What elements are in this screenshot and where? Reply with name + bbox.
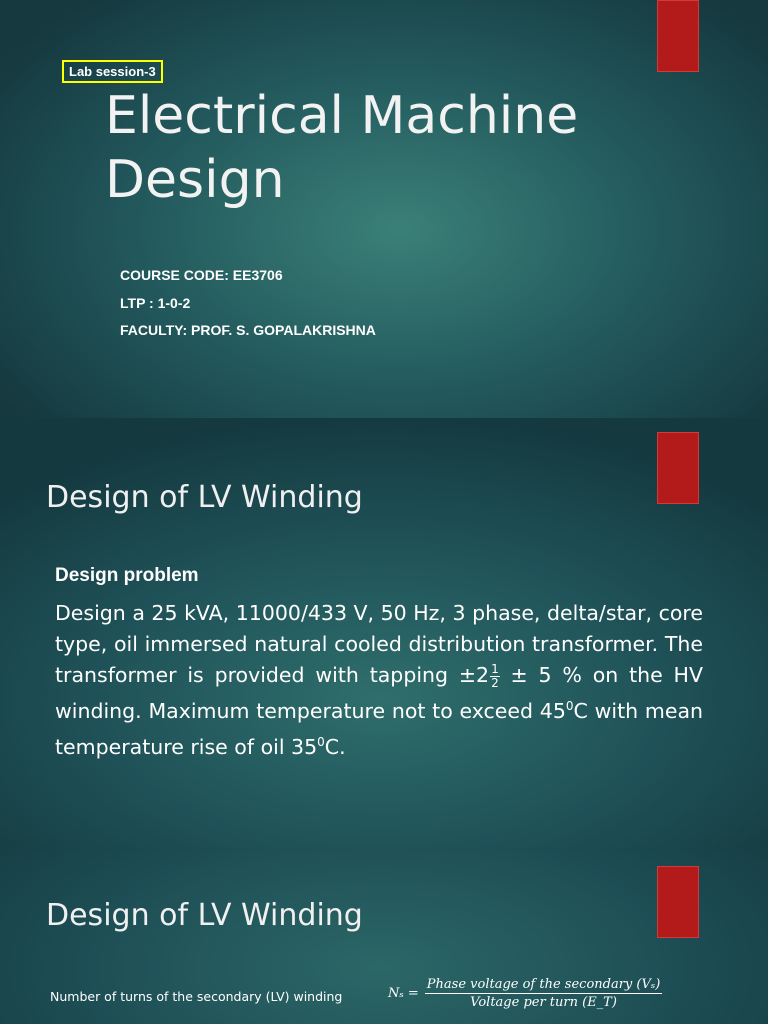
turns-formula <box>388 976 662 1011</box>
accent-bar <box>657 0 699 72</box>
lab-session-badge: Lab session-3 <box>62 60 163 83</box>
turns-label: Number of turns of the secondary (LV) winding <box>50 989 343 1004</box>
fraction-numerator: 1 <box>491 661 499 676</box>
slide-lv-turns <box>0 848 768 1024</box>
faculty: FACULTY: PROF. S. GOPALAKRISHNA <box>120 322 376 338</box>
main-title <box>105 84 665 212</box>
formula-numerator: Phase voltage of the secondary (Vₛ) <box>426 977 661 992</box>
main-title-line1: Electrical Machine <box>105 86 579 146</box>
problem-heading: Design problem <box>55 565 199 586</box>
slide-design-problem <box>0 418 768 848</box>
formula-denominator: Voltage per turn (E_T) <box>470 995 617 1010</box>
problem-text-4: C. <box>324 734 346 759</box>
course-info <box>120 262 376 345</box>
problem-text-3: C with mean temperature rise of oil 35 <box>55 698 703 759</box>
degree-superscript: 0 <box>317 734 325 749</box>
problem-text-2: ± 5 % on the HV winding. Maximum temperature not to exceed 45 <box>55 663 703 723</box>
slide-title <box>0 0 768 418</box>
course-code: COURSE CODE: EE3706 <box>120 267 283 283</box>
formula-fraction <box>425 976 663 1011</box>
ltp: LTP : 1-0-2 <box>120 294 191 311</box>
accent-bar <box>657 432 699 504</box>
section-title: Design of LV Winding <box>46 898 363 933</box>
accent-bar <box>657 866 699 938</box>
formula-lhs: Nₛ = <box>388 986 419 1001</box>
problem-body <box>55 598 703 763</box>
problem-text-1: Design a 25 kVA, 11000/433 V, 50 Hz, 3 phase, delta/star, core type, oil immersed natural cooled distribution transformer. The transformer is provided with tapping ±2 <box>55 601 703 687</box>
degree-superscript: 0 <box>565 699 574 713</box>
main-title-line2: Design <box>105 150 285 210</box>
fraction-denominator: 2 <box>491 675 499 690</box>
section-title: Design of LV Winding <box>46 480 363 515</box>
tapping-fraction <box>490 663 500 690</box>
